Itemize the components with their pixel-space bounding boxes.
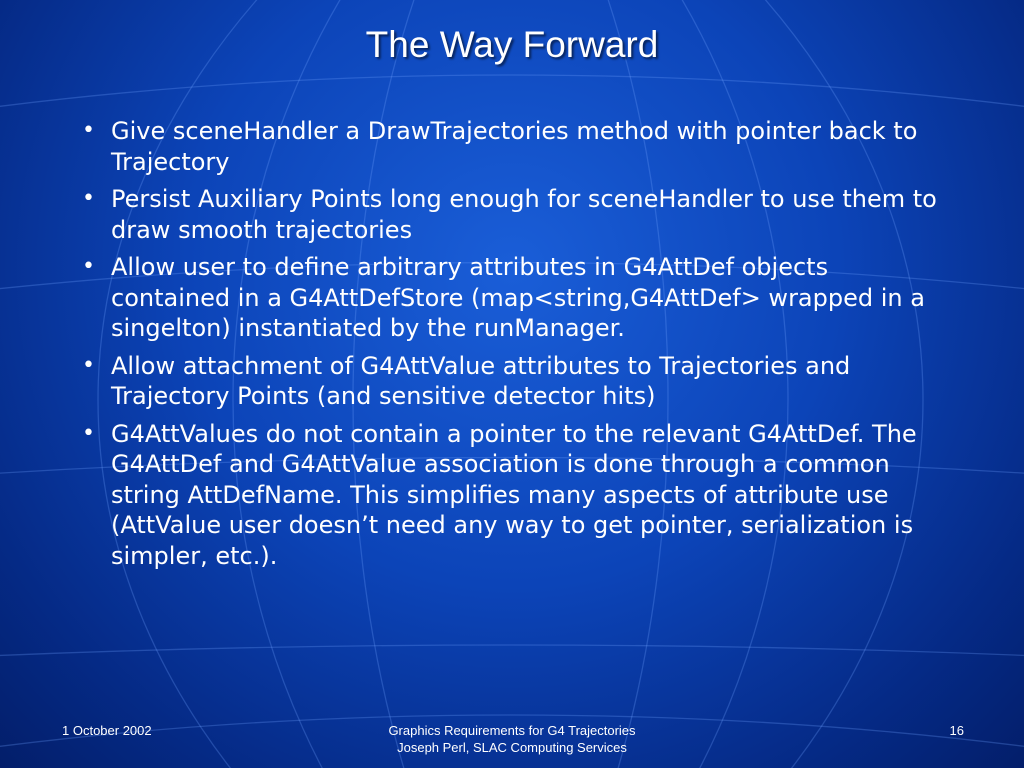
bullet-item: [82, 419, 942, 572]
bullet-text: Give sceneHandler a DrawTrajectories method with pointer back to Trajectory: [111, 117, 918, 176]
footer-title-line1: Graphics Requirements for G4 Trajectories: [388, 723, 636, 738]
bullet-dot-icon: •: [82, 186, 95, 211]
bullet-text: Allow attachment of G4AttValue attributes to Trajectories and Trajectory Points (and sensitive detector hits): [111, 351, 851, 410]
footer-title-line2: Joseph Perl, SLAC Computing Services: [397, 740, 627, 755]
bullet-dot-icon: •: [82, 352, 95, 378]
bullet-dot-icon: •: [82, 118, 95, 143]
bullet-item: [82, 116, 942, 177]
footer-date: 1 October 2002: [62, 723, 152, 738]
bullet-dot-icon: •: [82, 254, 95, 279]
bullet-dot-icon: •: [82, 420, 95, 446]
bullet-item: [82, 184, 942, 245]
footer-presentation-info: [262, 722, 762, 756]
bullet-list: [82, 116, 942, 578]
footer-page-number: 16: [949, 723, 964, 738]
bullet-text: Persist Auxiliary Points long enough for sceneHandler to use them to draw smooth trajectories: [111, 185, 937, 244]
slide-title: The Way Forward: [365, 24, 659, 65]
bullet-item: [82, 252, 942, 344]
bullet-item: [82, 351, 942, 412]
bullet-text: G4AttValues do not contain a pointer to the relevant G4AttDef. The G4AttDef and G4AttValue association is done through a common string AttDefName. This simplifies many aspects of attribute use (AttValue user doesn’t need any way to get pointer, serialization is simpler, etc.).: [111, 419, 917, 570]
bullet-text: Allow user to define arbitrary attributes in G4AttDef objects contained in a G4AttDefStore (map<string,G4AttDef> wrapped in a singelton) instantiated by the runManager.: [111, 253, 925, 342]
